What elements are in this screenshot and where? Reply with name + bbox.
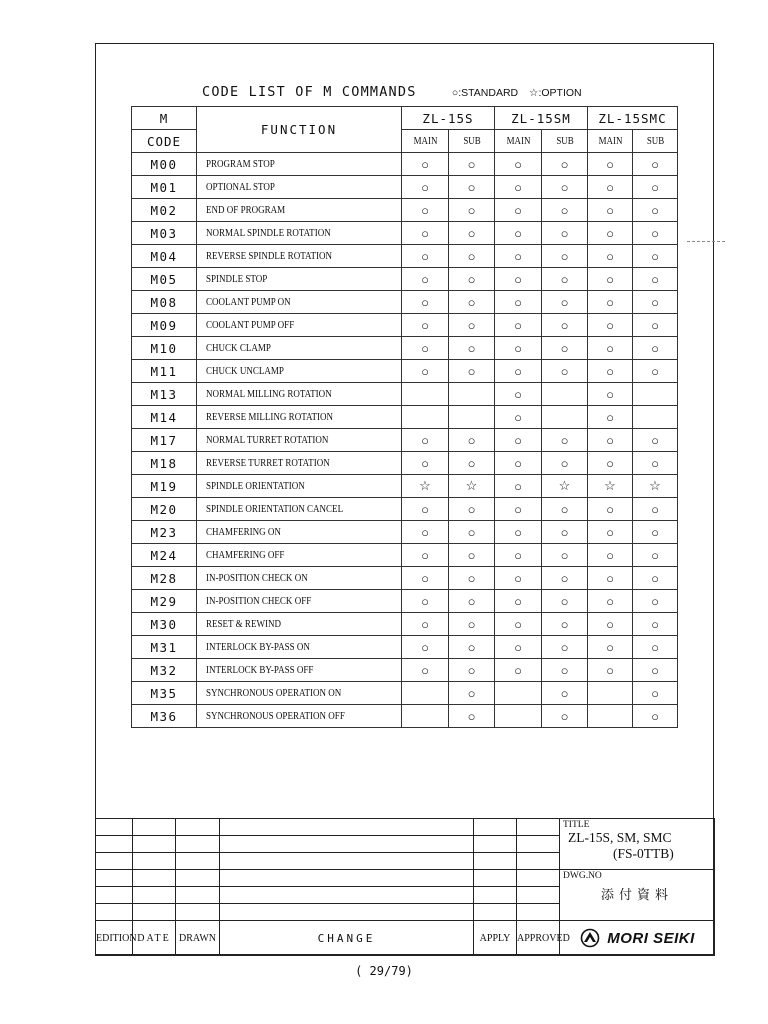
empty-cell — [495, 682, 542, 705]
table-row — [132, 590, 678, 613]
function-name — [197, 636, 402, 659]
function-text: IN-POSITION CHECK OFF — [206, 595, 312, 607]
change-label: CHANGE — [220, 921, 474, 956]
dwg-value: 添付資料 — [600, 887, 673, 902]
table-row — [132, 567, 678, 590]
header-row-1 — [132, 107, 678, 130]
table-row — [132, 314, 678, 337]
standard-mark: ○ — [449, 291, 495, 314]
standard-mark: ○ — [633, 705, 678, 728]
standard-mark: ○ — [495, 176, 542, 199]
standard-mark: ○ — [449, 636, 495, 659]
standard-mark: ○ — [588, 199, 633, 222]
standard-mark: ○ — [542, 613, 588, 636]
function-name — [197, 705, 402, 728]
function-name — [197, 383, 402, 406]
date-label: DATE — [133, 921, 176, 956]
standard-mark: ○ — [449, 544, 495, 567]
table-row — [132, 682, 678, 705]
function-name — [197, 337, 402, 360]
standard-mark: ○ — [588, 544, 633, 567]
header-code: CODE — [132, 130, 197, 153]
function-name — [197, 245, 402, 268]
empty-cell — [633, 406, 678, 429]
logo-cell — [560, 921, 715, 956]
standard-mark: ○ — [402, 429, 449, 452]
standard-mark: ○ — [633, 291, 678, 314]
empty-cell — [402, 682, 449, 705]
function-name — [197, 153, 402, 176]
m-code: M29 — [132, 590, 197, 613]
function-name — [197, 613, 402, 636]
standard-mark: ○ — [402, 222, 449, 245]
empty-cell — [588, 682, 633, 705]
empty-cell — [449, 383, 495, 406]
empty-cell — [402, 406, 449, 429]
standard-mark: ○ — [449, 429, 495, 452]
header-sub: SUB — [452, 130, 491, 153]
standard-mark: ○ — [495, 291, 542, 314]
standard-mark: ○ — [633, 153, 678, 176]
m-code-table — [131, 106, 678, 728]
standard-mark: ○ — [449, 705, 495, 728]
m-code: M14 — [132, 406, 197, 429]
table-row — [132, 291, 678, 314]
standard-mark: ○ — [542, 567, 588, 590]
standard-mark: ○ — [449, 452, 495, 475]
standard-mark: ○ — [633, 268, 678, 291]
function-name — [197, 176, 402, 199]
standard-mark: ○ — [542, 291, 588, 314]
standard-mark: ○ — [588, 337, 633, 360]
table-row — [132, 544, 678, 567]
title-block-footer — [96, 921, 715, 956]
standard-mark: ○ — [633, 659, 678, 682]
standard-mark: ○ — [588, 176, 633, 199]
standard-mark: ○ — [449, 153, 495, 176]
empty-cell — [633, 383, 678, 406]
table-row — [132, 498, 678, 521]
title-text: CODE LIST OF M COMMANDS — [202, 84, 417, 100]
function-text: NORMAL SPINDLE ROTATION — [206, 227, 331, 239]
standard-mark: ○ — [402, 199, 449, 222]
standard-mark: ○ — [495, 153, 542, 176]
function-name — [197, 475, 402, 498]
function-name — [197, 406, 402, 429]
standard-mark: ○ — [633, 429, 678, 452]
standard-mark: ○ — [542, 590, 588, 613]
standard-mark: ○ — [633, 245, 678, 268]
function-text: NORMAL TURRET ROTATION — [206, 434, 329, 446]
standard-mark: ○ — [449, 659, 495, 682]
function-text: COOLANT PUMP OFF — [206, 319, 295, 331]
apply-label: APPLY — [474, 921, 517, 956]
m-code: M11 — [132, 360, 197, 383]
function-text: SPINDLE ORIENTATION — [206, 480, 305, 492]
function-text: REVERSE MILLING ROTATION — [206, 411, 334, 423]
standard-mark: ○ — [402, 636, 449, 659]
function-text: SPINDLE ORIENTATION CANCEL — [206, 503, 344, 515]
function-text: COOLANT PUMP ON — [206, 296, 291, 308]
standard-mark: ○ — [449, 199, 495, 222]
header-model-3: ZL-15SMC — [588, 107, 678, 130]
standard-mark: ○ — [495, 222, 542, 245]
title-line-2: (FS-0TTB) — [613, 846, 674, 861]
standard-mark: ○ — [633, 613, 678, 636]
standard-mark: ○ — [542, 544, 588, 567]
header-m: M — [132, 107, 197, 130]
standard-mark: ○ — [633, 337, 678, 360]
option-mark: ☆ — [633, 475, 678, 498]
header-sub: SUB — [545, 130, 584, 153]
function-text: SYNCHRONOUS OPERATION OFF — [206, 710, 345, 722]
standard-mark: ○ — [542, 429, 588, 452]
standard-mark: ○ — [449, 682, 495, 705]
standard-mark: ○ — [495, 360, 542, 383]
standard-mark: ○ — [495, 498, 542, 521]
empty-cell — [542, 383, 588, 406]
legend-option: ☆:OPTION — [529, 87, 582, 99]
standard-mark: ○ — [588, 590, 633, 613]
table-row — [132, 429, 678, 452]
title-line-1: ZL-15S, SM, SMC — [568, 830, 672, 845]
function-text: SPINDLE STOP — [206, 273, 268, 285]
standard-mark: ○ — [495, 314, 542, 337]
drawn-label: DRAWN — [176, 921, 220, 956]
function-name — [197, 222, 402, 245]
page-number: ( 29/79) — [355, 964, 413, 978]
standard-mark: ○ — [588, 613, 633, 636]
m-code: M08 — [132, 291, 197, 314]
standard-mark: ○ — [588, 406, 633, 429]
standard-mark: ○ — [402, 245, 449, 268]
revision-row — [96, 870, 715, 887]
standard-mark: ○ — [633, 199, 678, 222]
m-code: M17 — [132, 429, 197, 452]
header-main: MAIN — [591, 130, 629, 153]
standard-mark: ○ — [402, 268, 449, 291]
standard-mark: ○ — [402, 544, 449, 567]
m-code: M20 — [132, 498, 197, 521]
standard-mark: ○ — [633, 521, 678, 544]
table-row — [132, 705, 678, 728]
m-code: M36 — [132, 705, 197, 728]
function-name — [197, 544, 402, 567]
standard-mark: ○ — [495, 383, 542, 406]
standard-mark: ○ — [633, 360, 678, 383]
function-text: CHAMFERING ON — [206, 526, 281, 538]
standard-mark: ○ — [449, 567, 495, 590]
m-code: M19 — [132, 475, 197, 498]
standard-mark: ○ — [633, 222, 678, 245]
table-row — [132, 613, 678, 636]
table-row — [132, 245, 678, 268]
standard-mark: ○ — [542, 222, 588, 245]
table-row — [132, 475, 678, 498]
function-text: REVERSE SPINDLE ROTATION — [206, 250, 333, 262]
standard-mark: ○ — [588, 659, 633, 682]
standard-mark: ○ — [542, 245, 588, 268]
m-code: M03 — [132, 222, 197, 245]
header-function: FUNCTION — [197, 107, 402, 153]
standard-mark: ○ — [402, 613, 449, 636]
standard-mark: ○ — [542, 705, 588, 728]
standard-mark: ○ — [495, 268, 542, 291]
function-name — [197, 521, 402, 544]
function-text: CHUCK UNCLAMP — [206, 365, 284, 377]
header-main: MAIN — [498, 130, 538, 153]
title-label: TITLE — [563, 820, 590, 830]
m-code: M28 — [132, 567, 197, 590]
approved-label: APPROVED — [517, 921, 560, 956]
standard-mark: ○ — [402, 291, 449, 314]
standard-mark: ○ — [495, 475, 542, 498]
empty-cell — [542, 406, 588, 429]
standard-mark: ○ — [633, 682, 678, 705]
margin-mark — [687, 241, 725, 242]
standard-mark: ○ — [542, 360, 588, 383]
standard-mark: ○ — [633, 314, 678, 337]
standard-mark: ○ — [449, 590, 495, 613]
standard-mark: ○ — [542, 268, 588, 291]
function-text: SYNCHRONOUS OPERATION ON — [206, 687, 342, 699]
standard-mark: ○ — [495, 406, 542, 429]
function-text: CHUCK CLAMP — [206, 342, 271, 354]
standard-mark: ○ — [402, 360, 449, 383]
table-row — [132, 383, 678, 406]
header-model-2: ZL-15SM — [495, 107, 588, 130]
standard-mark: ○ — [402, 590, 449, 613]
standard-mark: ○ — [402, 176, 449, 199]
m-code: M31 — [132, 636, 197, 659]
m-code: M00 — [132, 153, 197, 176]
legend-standard: ○:STANDARD — [451, 87, 519, 99]
standard-mark: ○ — [588, 153, 633, 176]
standard-mark: ○ — [588, 360, 633, 383]
table-row — [132, 360, 678, 383]
m-code: M24 — [132, 544, 197, 567]
standard-mark: ○ — [495, 429, 542, 452]
standard-mark: ○ — [495, 567, 542, 590]
function-name — [197, 429, 402, 452]
function-text: PROGRAM STOP — [206, 158, 275, 170]
standard-mark: ○ — [542, 521, 588, 544]
option-mark: ☆ — [402, 475, 449, 498]
standard-mark: ○ — [495, 659, 542, 682]
option-mark: ☆ — [542, 475, 588, 498]
revision-row — [96, 819, 715, 836]
standard-mark: ○ — [449, 360, 495, 383]
standard-mark: ○ — [633, 452, 678, 475]
standard-mark: ○ — [449, 337, 495, 360]
table-row — [132, 268, 678, 291]
empty-cell — [495, 705, 542, 728]
standard-mark: ○ — [542, 199, 588, 222]
standard-mark: ○ — [402, 452, 449, 475]
standard-mark: ○ — [633, 544, 678, 567]
m-code: M04 — [132, 245, 197, 268]
standard-mark: ○ — [633, 498, 678, 521]
standard-mark: ○ — [588, 498, 633, 521]
legend — [452, 87, 590, 99]
standard-mark: ○ — [449, 268, 495, 291]
table-row — [132, 199, 678, 222]
standard-mark: ○ — [542, 659, 588, 682]
function-text: INTERLOCK BY-PASS OFF — [206, 664, 314, 676]
function-text: END OF PROGRAM — [206, 204, 286, 216]
standard-mark: ○ — [449, 245, 495, 268]
function-name — [197, 452, 402, 475]
title-block — [95, 818, 715, 956]
standard-mark: ○ — [542, 314, 588, 337]
table-row — [132, 337, 678, 360]
header-sub: SUB — [636, 130, 674, 153]
m-code: M02 — [132, 199, 197, 222]
standard-mark: ○ — [588, 222, 633, 245]
standard-mark: ○ — [542, 176, 588, 199]
function-text: INTERLOCK BY-PASS ON — [206, 641, 310, 653]
m-code: M09 — [132, 314, 197, 337]
standard-mark: ○ — [495, 199, 542, 222]
standard-mark: ○ — [588, 314, 633, 337]
m-code: M05 — [132, 268, 197, 291]
function-name — [197, 314, 402, 337]
standard-mark: ○ — [449, 222, 495, 245]
standard-mark: ○ — [588, 429, 633, 452]
function-name — [197, 199, 402, 222]
edition-label: EDITION — [96, 921, 133, 956]
standard-mark: ○ — [542, 153, 588, 176]
table-row — [132, 521, 678, 544]
standard-mark: ○ — [449, 521, 495, 544]
m-code: M01 — [132, 176, 197, 199]
empty-cell — [402, 705, 449, 728]
empty-cell — [588, 705, 633, 728]
m-code: M32 — [132, 659, 197, 682]
function-text: RESET & REWIND — [206, 618, 282, 630]
function-name — [197, 682, 402, 705]
standard-mark: ○ — [449, 613, 495, 636]
function-name — [197, 567, 402, 590]
table-row — [132, 659, 678, 682]
logo-text: MORI SEIKI — [607, 929, 695, 947]
m-code: M35 — [132, 682, 197, 705]
function-name — [197, 291, 402, 314]
standard-mark: ○ — [588, 291, 633, 314]
m-code: M13 — [132, 383, 197, 406]
standard-mark: ○ — [542, 498, 588, 521]
standard-mark: ○ — [633, 590, 678, 613]
m-code: M30 — [132, 613, 197, 636]
standard-mark: ○ — [633, 176, 678, 199]
empty-cell — [402, 383, 449, 406]
title-cell — [560, 819, 715, 870]
table-row — [132, 176, 678, 199]
mori-seiki-logo-icon — [579, 928, 601, 948]
table-row — [132, 406, 678, 429]
standard-mark: ○ — [495, 544, 542, 567]
standard-mark: ○ — [402, 337, 449, 360]
table-row — [132, 222, 678, 245]
standard-mark: ○ — [495, 590, 542, 613]
function-text: CHAMFERING OFF — [206, 549, 285, 561]
function-name — [197, 268, 402, 291]
header-model-1: ZL-15S — [402, 107, 495, 130]
standard-mark: ○ — [588, 383, 633, 406]
function-name — [197, 659, 402, 682]
standard-mark: ○ — [495, 452, 542, 475]
standard-mark: ○ — [402, 659, 449, 682]
standard-mark: ○ — [633, 567, 678, 590]
dwg-cell — [560, 870, 715, 921]
function-name — [197, 360, 402, 383]
function-name — [197, 590, 402, 613]
standard-mark: ○ — [542, 682, 588, 705]
standard-mark: ○ — [588, 452, 633, 475]
dwg-label: DWG.NO — [563, 871, 602, 881]
standard-mark: ○ — [542, 452, 588, 475]
function-text: IN-POSITION CHECK ON — [206, 572, 308, 584]
header-main: MAIN — [405, 130, 445, 153]
standard-mark: ○ — [449, 176, 495, 199]
standard-mark: ○ — [588, 268, 633, 291]
table-row — [132, 636, 678, 659]
standard-mark: ○ — [542, 636, 588, 659]
standard-mark: ○ — [495, 337, 542, 360]
empty-cell — [449, 406, 495, 429]
function-text: OPTIONAL STOP — [206, 181, 275, 193]
standard-mark: ○ — [588, 636, 633, 659]
option-mark: ☆ — [449, 475, 495, 498]
standard-mark: ○ — [449, 498, 495, 521]
standard-mark: ○ — [402, 153, 449, 176]
option-mark: ☆ — [588, 475, 633, 498]
m-code: M10 — [132, 337, 197, 360]
table-row — [132, 452, 678, 475]
standard-mark: ○ — [588, 245, 633, 268]
m-code-rows — [132, 153, 678, 728]
standard-mark: ○ — [402, 498, 449, 521]
function-text: REVERSE TURRET ROTATION — [206, 457, 330, 469]
standard-mark: ○ — [495, 521, 542, 544]
standard-mark: ○ — [495, 245, 542, 268]
standard-mark: ○ — [633, 636, 678, 659]
standard-mark: ○ — [588, 567, 633, 590]
table-row — [132, 153, 678, 176]
function-name — [197, 498, 402, 521]
standard-mark: ○ — [402, 521, 449, 544]
standard-mark: ○ — [495, 613, 542, 636]
standard-mark: ○ — [495, 636, 542, 659]
m-code: M18 — [132, 452, 197, 475]
function-text: NORMAL MILLING ROTATION — [206, 388, 332, 400]
standard-mark: ○ — [542, 337, 588, 360]
m-code: M23 — [132, 521, 197, 544]
standard-mark: ○ — [588, 521, 633, 544]
document-title — [202, 84, 662, 104]
standard-mark: ○ — [402, 314, 449, 337]
standard-mark: ○ — [449, 314, 495, 337]
standard-mark: ○ — [402, 567, 449, 590]
